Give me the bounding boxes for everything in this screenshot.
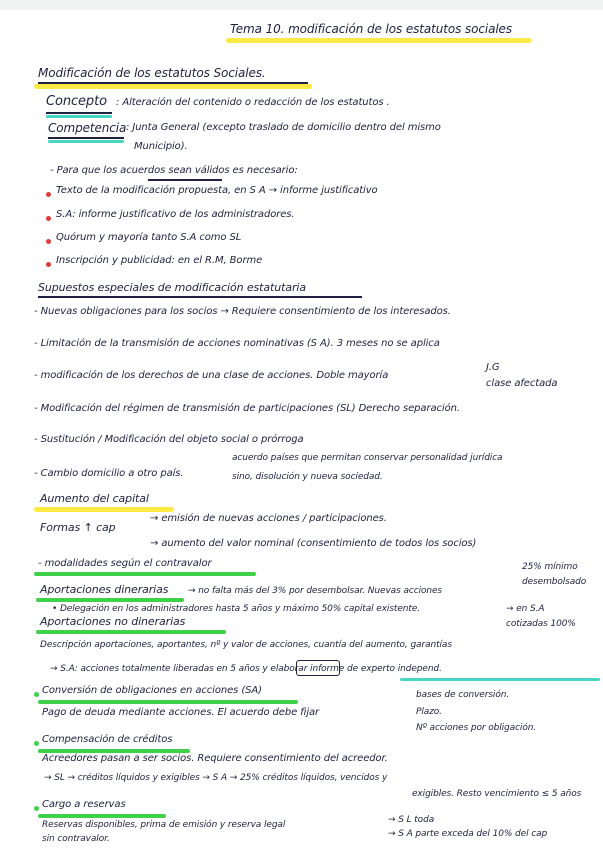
requisito-item: S.A: informe justificativo de los administradores. (56, 209, 295, 220)
bullet-red (46, 192, 51, 197)
page-title: Tema 10. modificación de los estatutos sociales (230, 22, 512, 36)
formas-label: Formas ↑ cap (40, 521, 116, 534)
requisito-item: Inscripción y publicidad: en el R.M, Borme (56, 255, 263, 266)
bullet-red (46, 239, 51, 244)
supuesto-line: - Cambio domicilio a otro país. (34, 468, 184, 479)
concepto-label: Concepto (46, 94, 107, 109)
compensacion-text: Acreedores pasan a ser socios. Requiere consentimiento del acreedor. (42, 753, 388, 764)
conversion-option: Nº acciones por obligación. (416, 723, 537, 733)
conversion-label: Conversión de obligaciones en acciones (SA) (42, 685, 262, 696)
conversion-highlight (38, 700, 298, 704)
aport-dinerarias-label: Aportaciones dinerarias (40, 583, 169, 596)
cambio-domicilio-a: acuerdo países que permitan conservar personalidad jurídica (232, 453, 503, 463)
concepto-underline (46, 112, 112, 114)
aport-dinerarias-text: → no falta más del 3% por desembolsar. Nuevas acciones (188, 586, 443, 596)
conversion-option: bases de conversión. (416, 690, 510, 700)
supuesto-line: - Sustitución / Modificación del objeto social o prórroga (34, 434, 304, 445)
requisitos-heading: - Para que los acuerdos sean válidos es necesario: (50, 165, 298, 176)
bullet-red (46, 262, 51, 267)
competencia-text: : Junta General (excepto traslado de domicilio dentro del mismo (126, 122, 441, 133)
forma-emision: → emisión de nuevas acciones / participaciones. (150, 513, 387, 524)
section3-heading: Aumento del capital (40, 492, 149, 505)
side-note-desembolsado: desembolsado (522, 577, 587, 587)
experto-highlight (400, 678, 600, 681)
cambio-domicilio-b: sino, disolución y nueva sociedad. (232, 472, 383, 482)
delegacion-note: • Delegación en los administradores hasta 5 años y máximo 50% capital existente. (52, 604, 421, 614)
modalidades-heading: - modalidades según el contravalor (38, 558, 212, 569)
title-highlight (226, 38, 532, 43)
bullet-green (34, 741, 39, 746)
cargo-label: Cargo a reservas (42, 799, 126, 810)
section1-underline (38, 82, 308, 84)
competencia-underline (48, 137, 124, 139)
compensacion-text-3: exigibles. Resto vencimiento ≤ 5 años (412, 789, 582, 799)
side-note-cotizadas: cotizadas 100% (506, 619, 576, 629)
competencia-highlight (48, 140, 124, 143)
cinco-anos-box (296, 660, 340, 676)
bullet-green (34, 692, 39, 697)
section2-underline (38, 296, 362, 298)
aport-no-dinerarias-text: Descripción aportaciones, aportantes, nº y valor de acciones, cuantía del aumento, garantías (40, 640, 452, 650)
conversion-text: Pago de deuda mediante acciones. El acuerdo debe fijar (42, 707, 320, 718)
aport-no-dinerarias-text-2: → S.A: acciones totalmente liberadas en 5 años y elaborar informe de experto independ. (50, 664, 442, 674)
competencia-text-2: Municipio). (134, 141, 188, 152)
concepto-highlight (46, 115, 112, 118)
bullet-green (34, 806, 39, 811)
acuerdos-underline (148, 179, 222, 181)
supuesto-line: - Nuevas obligaciones para los socios → Requiere consentimiento de los interesados. (34, 306, 451, 317)
top-band (0, 0, 603, 10)
cargo-sa: → S A parte exceda del 10% del cap (388, 829, 548, 839)
supuesto-line: - Limitación de la transmisión de acciones nominativas (S A). 3 meses no se aplica (34, 338, 440, 349)
conversion-option: Plazo. (416, 707, 442, 717)
aport-no-dinerarias-label: Aportaciones no dinerarias (40, 615, 186, 628)
cargo-sl: → S L toda (388, 815, 435, 825)
section1-highlight (34, 84, 312, 89)
aport-dinerarias-highlight (36, 598, 184, 602)
cargo-text-2: sin contravalor. (42, 834, 110, 844)
requisito-item: Texto de la modificación propuesta, en S A → informe justificativo (56, 185, 378, 196)
section1-heading: Modificación de los estatutos Sociales. (38, 66, 266, 80)
supuesto-line: - Modificación del régimen de transmisión de participaciones (SL) Derecho separación. (34, 403, 460, 414)
supuesto-line: - modificación de los derechos de una clase de acciones. Doble mayoría (34, 370, 389, 381)
compensacion-text-2: → SL → créditos líquidos y exigibles → S A → 25% créditos líquidos, vencidos y (44, 773, 388, 783)
competencia-label: Competencia (48, 121, 127, 135)
aport-dinerarias-tail: → en S.A (506, 604, 545, 614)
section3-highlight (34, 507, 174, 512)
concepto-text: : Alteración del contenido o redacción de los estatutos . (116, 97, 390, 108)
modalidades-highlight (34, 572, 256, 576)
bullet-red (46, 216, 51, 221)
compensacion-label: Compensación de créditos (42, 734, 173, 745)
aport-no-dinerarias-highlight (36, 630, 226, 634)
cargo-highlight (38, 814, 166, 818)
doble-mayoria-jg: J.G (486, 362, 500, 373)
section2-heading: Supuestos especiales de modificación estatutaria (38, 281, 306, 294)
cargo-text: Reservas disponibles, prima de emisión y reserva legal (42, 820, 286, 830)
side-note-minimo: 25% mínimo (522, 562, 578, 572)
doble-mayoria-clase: clase afectada (486, 378, 558, 389)
forma-nominal: → aumento del valor nominal (consentimiento de todos los socios) (150, 538, 477, 549)
requisito-item: Quórum y mayoría tanto S.A como SL (56, 232, 242, 243)
